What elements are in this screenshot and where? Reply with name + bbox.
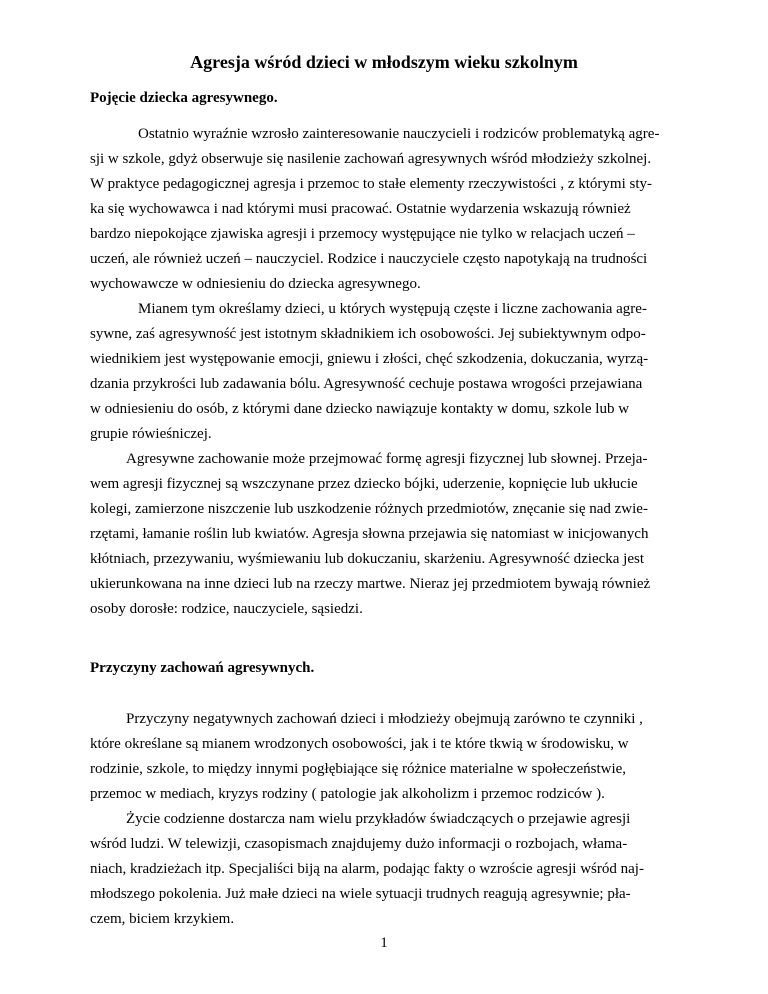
paragraph-line: czem, biciem krzykiem. — [90, 911, 235, 927]
paragraph-line: w odniesieniu do osób, z którymi dane dziecko nawiązuje kontakty w domu, szkole lub w — [90, 401, 630, 417]
page-number: 1 — [380, 935, 388, 951]
paragraph-line: sywne, zaś agresywność jest istotnym składnikiem ich osobowości. Jej subiektywnym odpo- — [90, 326, 646, 342]
paragraph-line: przemoc w mediach, kryzys rodziny ( patologie jak alkoholizm i przemoc rodziców ). — [90, 786, 605, 802]
paragraph-line: Ostatnio wyraźnie wzrosło zainteresowanie nauczycieli i rodziców problematyką agre- — [138, 126, 660, 142]
paragraph-line: osoby dorosłe: rodzice, nauczyciele, sąsiedzi. — [90, 601, 363, 617]
paragraph-line: dzania przykrości lub zadawania bólu. Agresywność cechuje postawa wrogości przejawiana — [90, 376, 643, 392]
document-title: Agresja wśród dzieci w młodszym wieku szkolnym — [190, 52, 578, 72]
paragraph-line: Życie codzienne dostarcza nam wielu przykładów świadczących o przejawie agresji — [126, 811, 631, 827]
paragraph-line: wychowawcze w odniesieniu do dziecka agresywnego. — [90, 276, 421, 292]
paragraph-line: sji w szkole, gdyż obserwuje się nasilenie zachowań agresywnych wśród młodzieży szkolnej. — [90, 151, 652, 167]
paragraph-line: ukierunkowana na inne dzieci lub na rzeczy martwe. Nieraz jej przedmiotem bywają również — [90, 576, 651, 592]
paragraph-line: wem agresji fizycznej są wszczynane przez dziecko bójki, uderzenie, kopnięcie lub ukłucie — [90, 476, 638, 492]
paragraph-line: ka się wychowawca i nad którymi musi pracować. Ostatnie wydarzenia wskazują również — [90, 201, 631, 217]
section-heading-2: Przyczyny zachowań agresywnych. — [90, 660, 315, 676]
section-heading-1: Pojęcie dziecka agresywnego. — [90, 90, 278, 106]
paragraph-line: wśród ludzi. W telewizji, czasopismach znajdujemy dużo informacji o rozbojach, włama- — [90, 836, 628, 852]
paragraph-line: rodzinie, szkole, to między innymi pogłębiające się różnice materialne w społeczeństwie, — [90, 761, 627, 777]
paragraph-line: kolegi, zamierzone niszczenie lub uszkodzenie różnych przedmiotów, znęcanie się nad zwie- — [90, 501, 648, 517]
paragraph-line: niach, kradzieżach itp. Specjaliści biją na alarm, podając fakty o wzroście agresji wśród naj- — [90, 861, 644, 877]
paragraph-line: Przyczyny negatywnych zachowań dzieci i młodzieży obejmują zarówno te czynniki , — [126, 711, 643, 727]
paragraph-line: Mianem tym określamy dzieci, u których występują częste i liczne zachowania agre- — [138, 301, 647, 317]
paragraph-line: uczeń, ale również uczeń – nauczyciel. Rodzice i nauczyciele często napotykają na trudności — [90, 251, 648, 267]
paragraph-line: W praktyce pedagogicznej agresja i przemoc to stałe elementy rzeczywistości , z którymi sty- — [90, 176, 653, 192]
paragraph-line: które określane są mianem wrodzonych osobowości, jak i te które tkwią w środowisku, w — [90, 736, 629, 752]
paragraph-line: grupie rówieśniczej. — [90, 426, 212, 442]
paragraph-line: kłótniach, przezywaniu, wyśmiewaniu lub dokuczaniu, skarżeniu. Agresywność dziecka jest — [90, 551, 644, 567]
paragraph-line: młodszego pokolenia. Już małe dzieci na wiele sytuacji trudnych reagują agresywnie; pła- — [90, 886, 631, 902]
paragraph-line: bardzo niepokojące zjawiska agresji i przemocy występujące nie tylko w relacjach uczeń – — [90, 226, 635, 242]
paragraph-line: rzętami, łamanie roślin lub kwiatów. Agresja słowna przejawia się natomiast w inicjowanych — [90, 526, 649, 542]
paragraph-line: wiednikiem jest występowanie emocji, gniewu i złości, chęć szkodzenia, dokuczania, wyrzą- — [90, 351, 649, 367]
paragraph-line: Agresywne zachowanie może przejmować formę agresji fizycznej lub słownej. Przeja- — [126, 451, 648, 467]
